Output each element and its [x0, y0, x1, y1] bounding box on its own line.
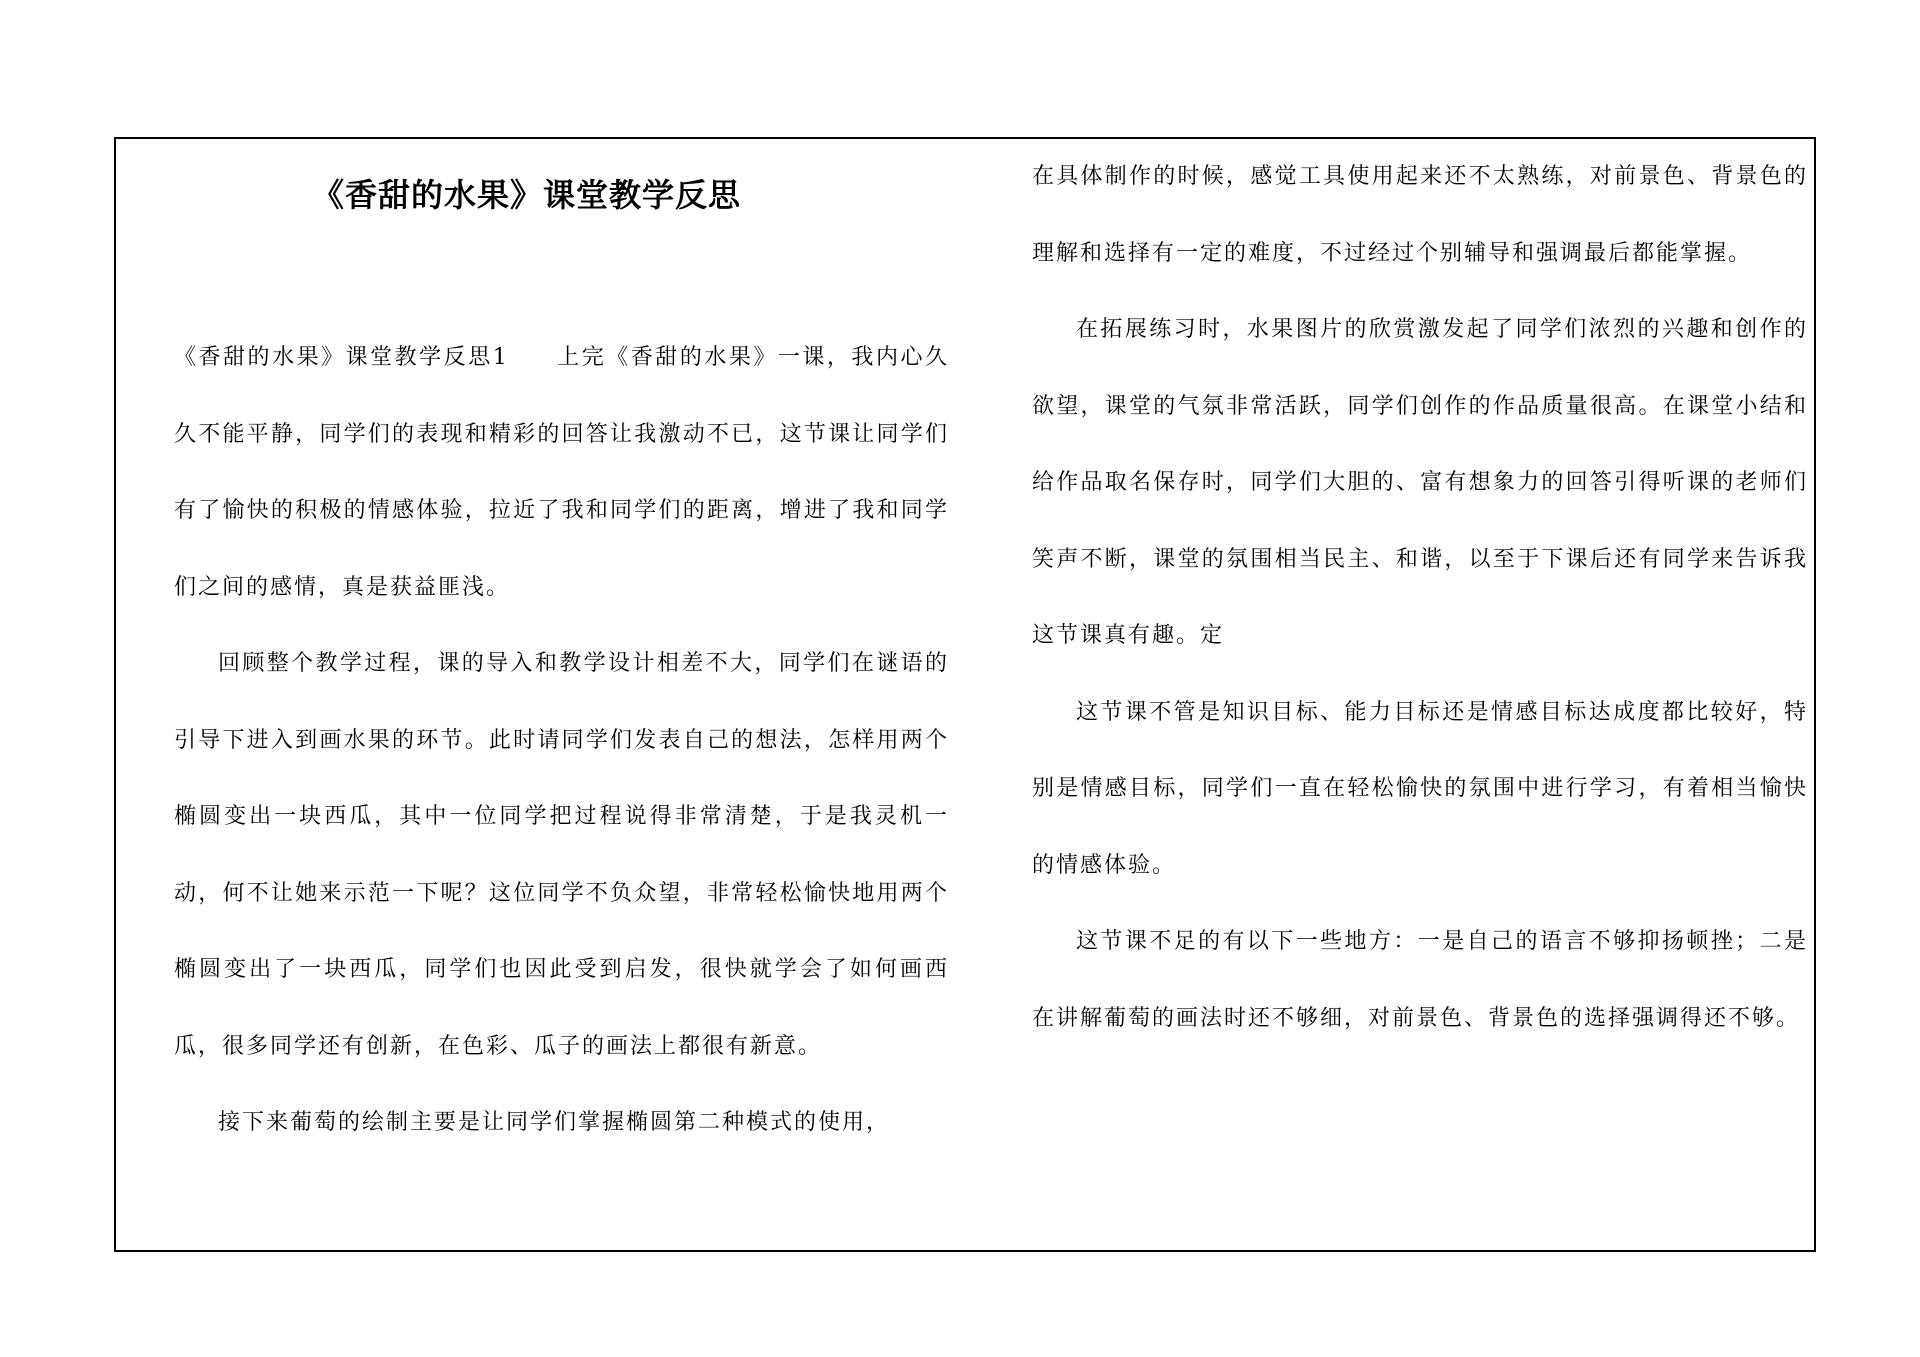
- paragraph-2: 回顾整个教学过程，课的导入和教学设计相差不大，同学们在谜语的引导下进入到画水果的环节。此时请同学们发表自己的想法，怎样用两个椭圆变出一块西瓜，其中一位同学把过程说得非常清楚，于是我灵机一动，何不让她来示范一下呢？这位同学不负众望，非常轻松愉快地用两个椭圆变出了一块西瓜，同学们也因此受到启发，很快就学会了如何画西瓜，很多同学还有创新，在色彩、瓜子的画法上都很有新意。: [174, 651, 949, 1059]
- left-column: [174, 139, 949, 1250]
- paragraph-1-text: 上完《香甜的水果》一课，我内心久久不能平静，同学们的表现和精彩的回答让我激动不已，这节课让同学们有了愉快的积极的情感体验，拉近了我和同学们的距离，增进了我和同学们之间的感情，真是获益匪浅。: [174, 345, 949, 600]
- paragraph-1-heading: 《香甜的水果》课堂教学反思1: [174, 345, 509, 370]
- document-page: [114, 137, 1816, 1252]
- left-column-text: [174, 320, 949, 1162]
- right-column: [1032, 139, 1808, 1250]
- document-title: 《香甜的水果》课堂教学反思: [312, 176, 742, 214]
- paragraph-5: 这节课不管是知识目标、能力目标还是情感目标达成度都比较好，特别是情感目标，同学们一直在轻松愉快的氛围中进行学习，有着相当愉快的情感体验。: [1032, 699, 1808, 878]
- paragraph-4: 在拓展练习时，水果图片的欣赏激发起了同学们浓烈的兴趣和创作的欲望，课堂的气氛非常活跃，同学们创作的作品质量很高。在课堂小结和给作品取名保存时，同学们大胆的、富有想象力的回答引得听课的老师们笑声不断，课堂的氛围相当民主、和谐，以至于下课后还有同学来告诉我这节课真有趣。定: [1032, 317, 1808, 648]
- paragraph-3: 接下来葡萄的绘制主要是让同学们掌握椭圆第二种模式的使用，: [218, 1110, 891, 1135]
- paragraph-3-continued: 在具体制作的时候，感觉工具使用起来还不太熟练，对前景色、背景色的理解和选择有一定的难度，不过经过个别辅导和强调最后都能掌握。: [1032, 164, 1808, 266]
- paragraph-1: [174, 320, 949, 626]
- paragraph-6: 这节课不足的有以下一些地方：一是自己的语言不够抑扬顿挫；二是在讲解葡萄的画法时还不够细，对前景色、背景色的选择强调得还不够。: [1032, 929, 1808, 1031]
- right-column-text: [1032, 139, 1808, 1057]
